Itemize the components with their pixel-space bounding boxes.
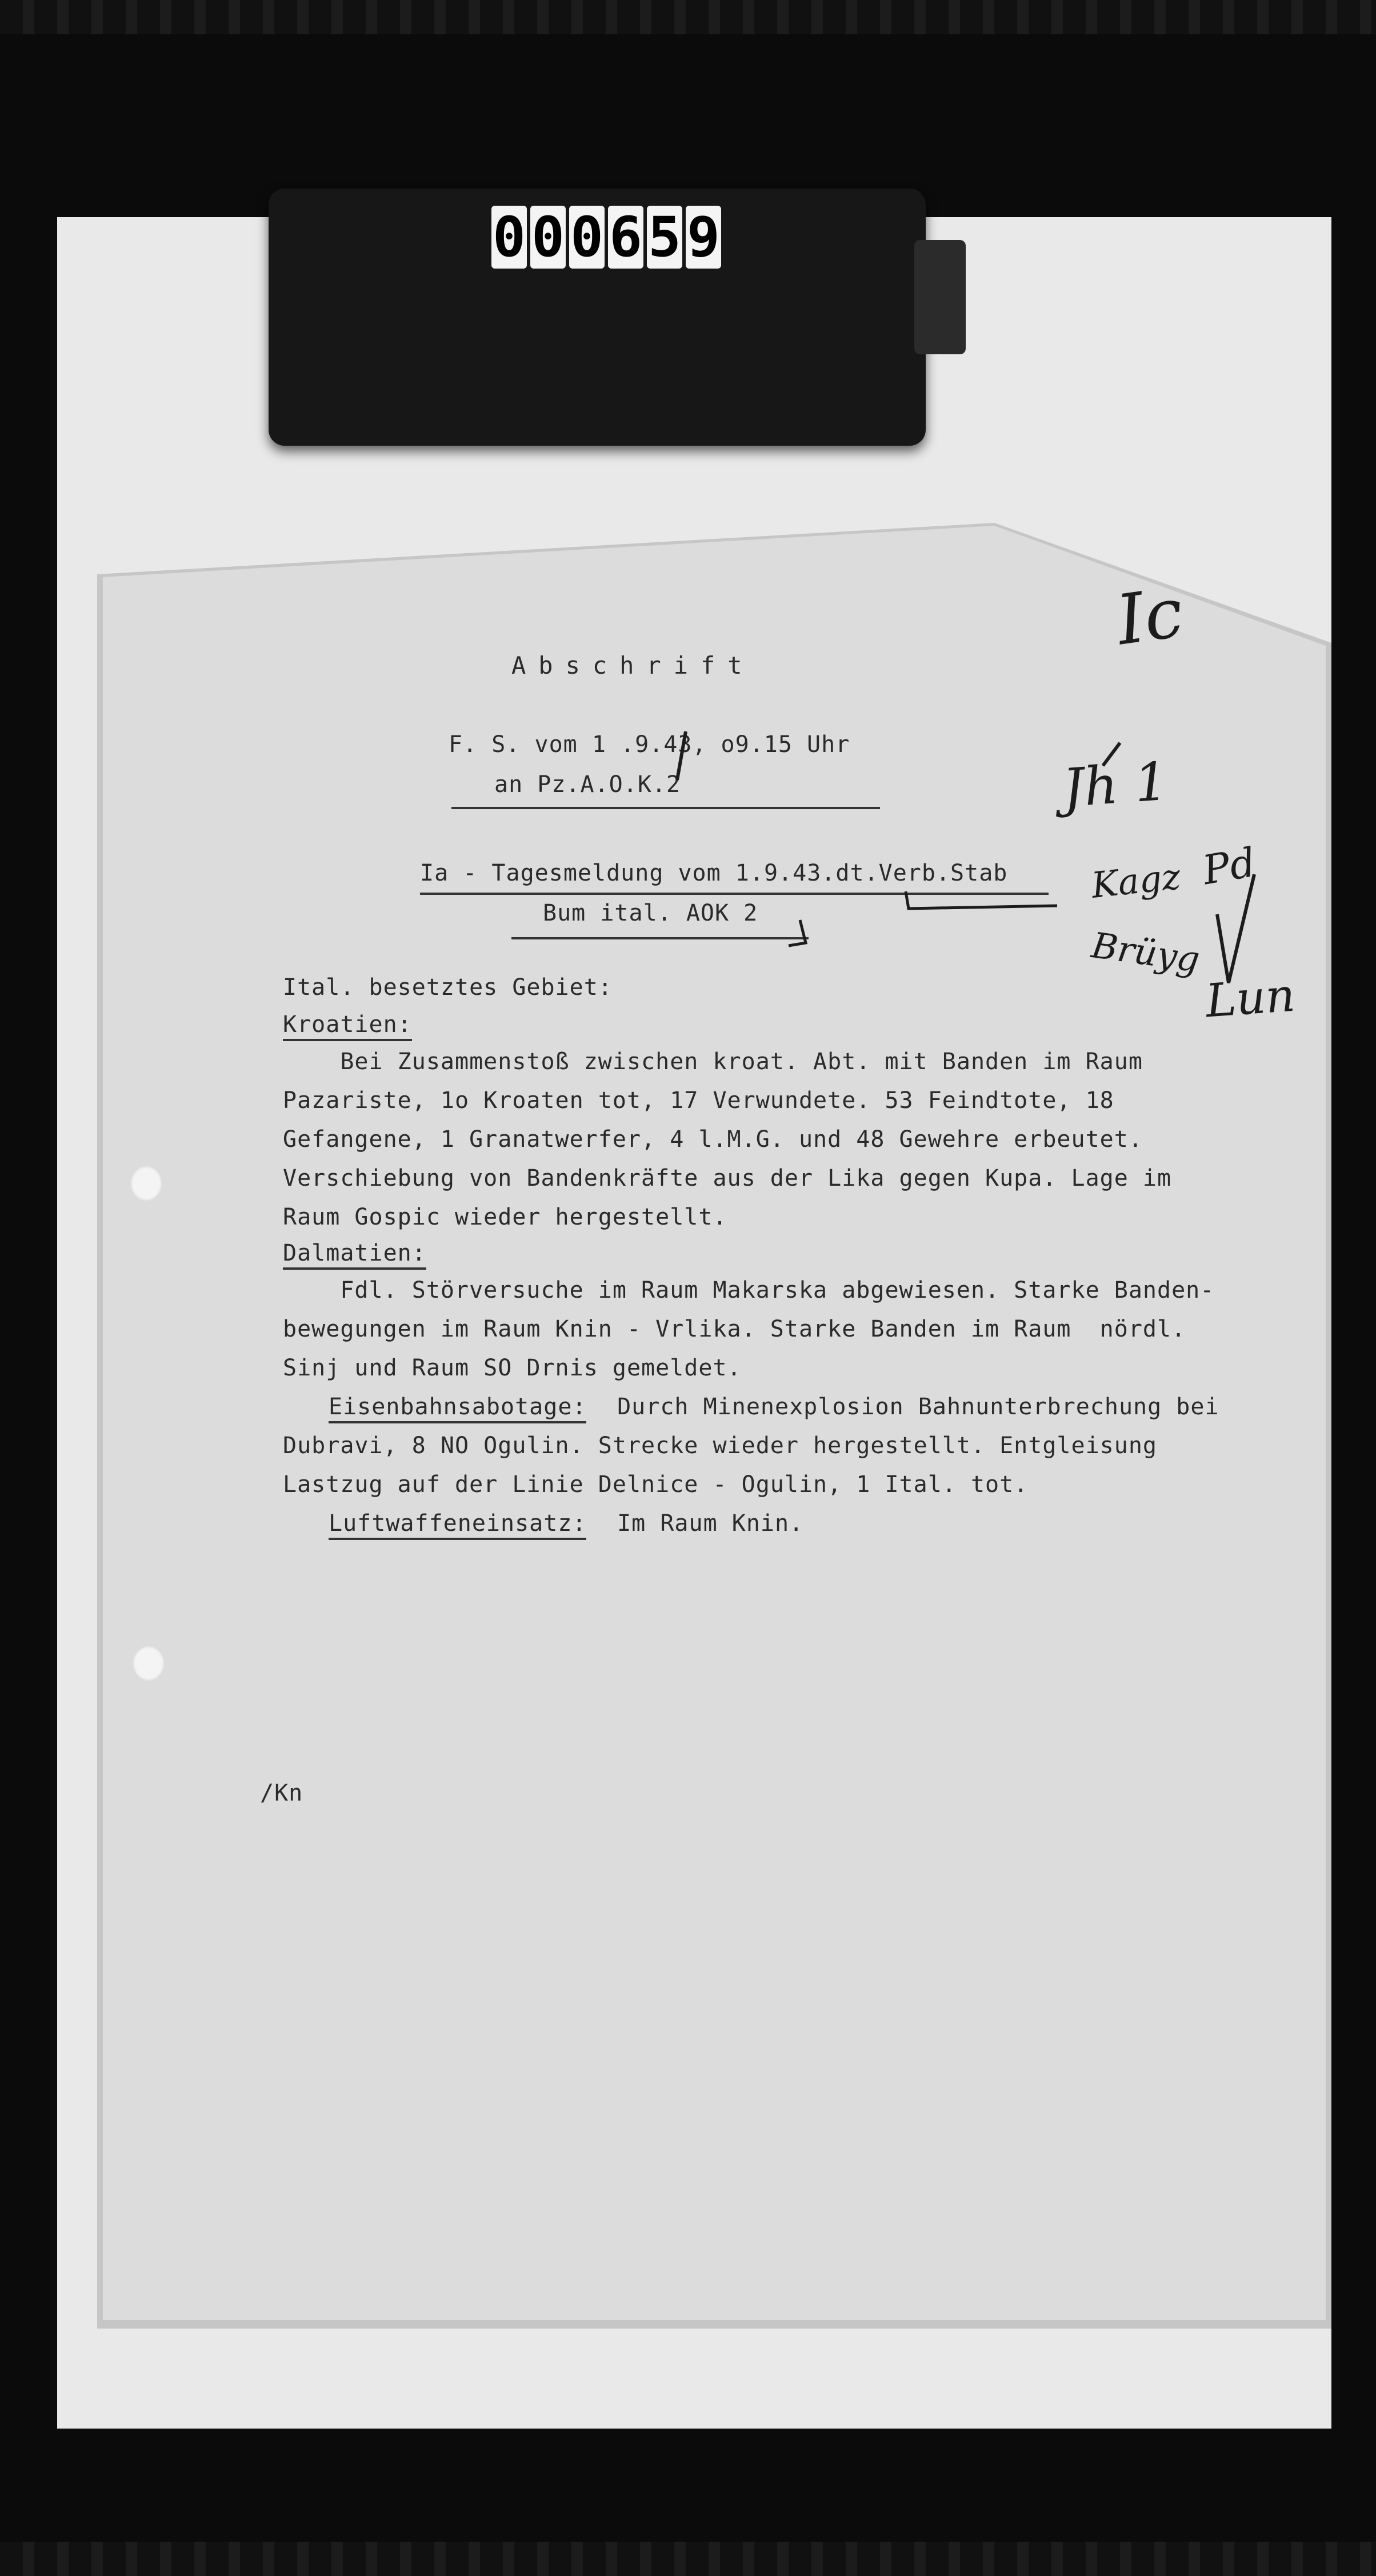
dalmatien-line: bewegungen im Raum Knin - Vrlika. Starke Banden im Raum nördl. — [283, 1316, 1186, 1342]
handwritten-note: Lun — [1203, 968, 1297, 1028]
handwritten-note: Kagz — [1089, 855, 1183, 906]
eisenbahn-line: Durch Minenexplosion Bahnunterbrechung bei — [603, 1394, 1219, 1420]
eisenbahn-line: Dubravi, 8 NO Ogulin. Strecke wieder hergestellt. Entgleisung — [283, 1433, 1158, 1459]
subject-line-2: Bum ital. AOK 2 — [543, 900, 758, 926]
signature-initials: /Kn — [260, 1780, 303, 1806]
kroatien-heading: Kroatien: — [283, 1011, 412, 1041]
corner-annotation: Ic — [1111, 573, 1188, 661]
counter-digit: 5 — [647, 206, 682, 269]
counter-digit: 0 — [530, 206, 566, 269]
kroatien-line: Bei Zusammenstoß zwischen kroat. Abt. mit Banden im Raum — [283, 1049, 1143, 1075]
kroatien-line: Gefangene, 1 Granatwerfer, 4 l.M.G. und 48 Gewehre erbeutet. — [283, 1126, 1143, 1153]
handwritten-note: Jh 1 — [1061, 750, 1170, 819]
handwritten-note: Brüyg — [1089, 924, 1203, 981]
counter-digit: 0 — [491, 206, 527, 269]
counter-digit: 6 — [608, 206, 643, 269]
kroatien-line: Verschiebung von Bandenkräfte aus der Lika gegen Kupa. Lage im — [283, 1165, 1172, 1191]
section-heading: Ital. besetztes Gebiet: — [283, 974, 613, 1001]
counter-digit: 0 — [569, 206, 605, 269]
kroatien-line: Raum Gospic wieder hergestellt. — [283, 1204, 727, 1230]
bracket-stroke — [906, 891, 1057, 909]
counter-digit: 9 — [686, 206, 721, 269]
eisenbahn-line: Lastzug auf der Linie Delnice - Ogulin, 1 Ital. tot. — [283, 1471, 1029, 1498]
dalmatien-heading: Dalmatien: — [283, 1240, 426, 1270]
luftwaffe-label: Luftwaffeneinsatz: — [329, 1510, 586, 1540]
bracket-stroke — [789, 920, 806, 946]
luftwaffe-text: Im Raum Knin. — [603, 1510, 804, 1537]
kroatien-line: Pazariste, 1o Kroaten tot, 17 Verwundete. 53 Feindtote, 18 — [283, 1087, 1114, 1114]
dalmatien-line: Sinj und Raum SO Drnis gemeldet. — [283, 1355, 742, 1381]
subject-line-1: Ia - Tagesmeldung vom 1.9.43.dt.Verb.Stab — [420, 860, 1008, 886]
header-line-2: an Pz.A.O.K.2 — [494, 771, 681, 798]
corner-check-stroke — [1103, 743, 1120, 766]
document-title: Abschrift — [511, 651, 755, 679]
eisenbahn-label: Eisenbahnsabotage: — [329, 1394, 586, 1423]
header-line-1: F. S. vom 1 .9.43, o9.15 Uhr — [449, 731, 850, 758]
dalmatien-line: Fdl. Störversuche im Raum Makarska abgewiesen. Starke Banden- — [283, 1277, 1215, 1303]
check-mark-stroke — [1217, 874, 1254, 983]
date-correction-stroke — [677, 731, 686, 780]
handwritten-note: Pd — [1199, 838, 1259, 894]
